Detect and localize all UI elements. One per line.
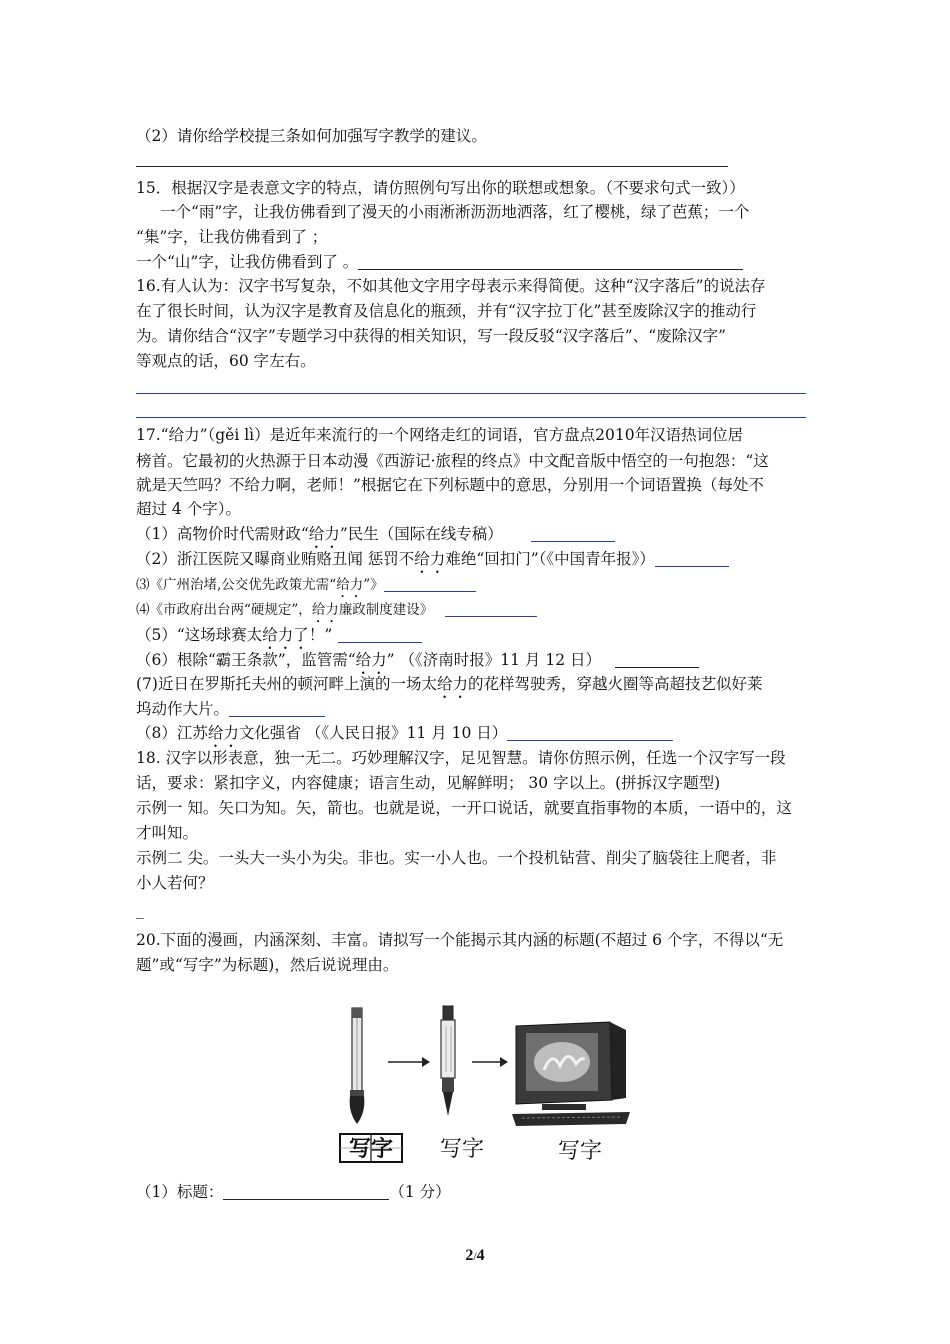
item-keyword: 给力 [355, 651, 387, 669]
answer-blank[interactable] [655, 552, 729, 567]
item-text: （1）高物价时代需财政“ [136, 525, 309, 543]
item-text: ⑶《广州治堵,公交优先政策尤需“ [136, 577, 337, 593]
page-separator: / [473, 1249, 477, 1263]
q20-part1 [136, 1182, 451, 1202]
arrow-right-icon [388, 1057, 430, 1067]
answer-blank[interactable] [507, 726, 673, 741]
item-text: ”》 [363, 577, 384, 593]
q17-line4: 超过 4 个字）。 [136, 500, 241, 518]
q17-line2: 榜首。它最初的火热源于日本动漫《西游记·旅程的终点》中文配音版中悟空的一句抱怨：“这 [136, 452, 769, 470]
q17-line3: 就是天竺吗？不给力啊，老师！”根据它在下列标题中的意思，分别用一个词语置换（每处不 [136, 476, 764, 494]
item-text: （8）江苏 [136, 724, 208, 742]
writing-evolution-cartoon [330, 1000, 630, 1170]
q16-answer-line[interactable] [136, 393, 806, 394]
fountain-pen-icon [441, 1006, 455, 1116]
q14-part2: （2）请你给学校提三条如何加强写字教学的建议。 [136, 127, 487, 145]
page-number [0, 1247, 950, 1265]
item-text: （6）根除“霸王条款”，监管需“ [136, 651, 356, 669]
caption-3: 写字 [557, 1139, 603, 1164]
q18-line1: 18. 汉字以形表意，独一无二。巧妙理解汉字，足见智慧。请你仿照示例，任选一个汉字写一段 [136, 749, 786, 767]
answer-blank[interactable] [531, 527, 615, 542]
answer-blank[interactable] [445, 602, 537, 617]
item-text: 难绝“回扣门”（《中国青年报》） [445, 550, 655, 568]
item-text: （5）“这场球赛太 [136, 626, 263, 644]
title-answer-blank[interactable] [223, 1185, 389, 1200]
q16-line1: 16.有人认为：汉字书写复杂，不如其他文字用字母表示来得简便。这种“汉字落后”的说法存 [136, 277, 766, 295]
q17-item7 [136, 674, 763, 702]
item-keyword: 给力 [308, 525, 340, 543]
title-label: （1）标题： [136, 1183, 224, 1201]
q15-answer-blank[interactable] [358, 255, 743, 270]
item-text: 的花样驾驶秀，穿越火圈等高超技艺似好莱 [467, 675, 763, 693]
caption-boxed [340, 1134, 402, 1162]
item-text: ”民生（国际在线专稿） [339, 525, 503, 543]
q16-line4: 等观点的话，60 字左右。 [136, 352, 316, 370]
q18-answer-mark: _ [136, 901, 144, 919]
page-total: 4 [476, 1247, 485, 1264]
item-text: (7)近日在罗斯托夫州的顿河畔上演的一场太 [136, 675, 437, 693]
item-text: 坞动作大片。 [136, 700, 230, 718]
q18-example1-cont: 才叫知。 [136, 824, 199, 842]
q17-line1: 17.“给力”（gěi lì）是近年来流行的一个网络走红的词语，官方盘点2010年汉语热词位居 [136, 426, 744, 444]
q15-line3-text: 一个“山”字，让我仿佛看到了 。 [136, 253, 359, 271]
q20-line1: 20.下面的漫画，内涵深刻、丰富。请拟写一个能揭示其内涵的标题(不超过 6 个字，不得以“无 [136, 931, 784, 949]
q20-line2: 题”或“写字”为标题)，然后说说理由。 [136, 956, 399, 974]
page-current: 2 [465, 1247, 474, 1264]
answer-blank[interactable] [229, 702, 325, 717]
q18-example2: 示例二 尖。一头大一头小为尖。非也。实一小人也。一个投机钻营、削尖了脑袋往上爬者，非 [136, 849, 777, 867]
item-keyword: 给力 [207, 724, 239, 742]
brush-pen-icon [350, 1008, 365, 1124]
q18-example1: 示例一 知。矢口为知。矢，箭也。也就是说，一开口说话，就要直指事物的本质，一语中的，这 [136, 799, 792, 817]
q17-item3 [136, 575, 476, 601]
caption-2: 写字 [439, 1137, 485, 1162]
answer-blank[interactable] [384, 577, 476, 592]
item-text: ！” [308, 626, 333, 644]
item-keyword: 给力 [311, 602, 339, 618]
caption-1: 写字 [348, 1136, 394, 1162]
q18-example2-cont: 小人若何？ [136, 874, 214, 892]
item-text: （2）浙江医院又曝商业贿赂丑闻 惩罚不 [136, 550, 415, 568]
item-keyword: 给力 [414, 550, 446, 568]
arrow-right-icon [472, 1057, 508, 1067]
q15-line1: 一个“雨”字，让我仿佛看到了漫天的小雨淅淅沥沥地洒落，红了樱桃，绿了芭蕉；一个 [160, 203, 750, 221]
q17-item1 [136, 524, 615, 552]
q16-line2: 在了很长时间，认为汉字是教育及信息化的瓶颈，并有“汉字拉丁化”甚至废除汉字的推动行 [136, 302, 757, 320]
answer-blank[interactable] [615, 653, 699, 668]
answer-line [136, 166, 728, 167]
score-note: （1 分） [389, 1183, 451, 1201]
q17-item4 [136, 600, 537, 626]
item-text: ⑷《市政府出台两“硬规定”， [136, 602, 312, 618]
item-keyword: 给力 [336, 577, 364, 593]
q15-line3 [136, 252, 743, 272]
q16-answer-line[interactable] [136, 417, 806, 418]
computer-icon [512, 1022, 630, 1126]
item-text: 廉政制度建设》 [338, 602, 434, 618]
item-keyword: 给力了 [262, 626, 309, 644]
q15-line2: “集”字，让我仿佛看到了 ； [136, 228, 328, 246]
item-text: ” （《济南时报》11 月 12 日） [386, 651, 601, 669]
q15-title: 15．根据汉字是表意文字的特点，请仿照例句写出你的联想或想象。（不要求句式一致）） [136, 179, 745, 197]
q17-item7-cont [136, 699, 325, 719]
item-keyword: 给力 [436, 675, 468, 693]
answer-blank[interactable] [338, 628, 422, 643]
q18-line2: 话，要求：紧扣字义，内容健康；语言生动，见解鲜明； 30 字以上。(拼拆汉字题型) [136, 774, 721, 792]
q17-item8 [136, 723, 673, 751]
q17-item2 [136, 549, 729, 577]
item-text: 文化强省 （《人民日报》11 月 10 日） [238, 724, 508, 742]
q17-item5 [136, 625, 422, 653]
q16-line3: 为。请你结合“汉字”专题学习中获得的相关知识，写一段反驳“汉字落后”、“废除汉字” [136, 327, 727, 345]
